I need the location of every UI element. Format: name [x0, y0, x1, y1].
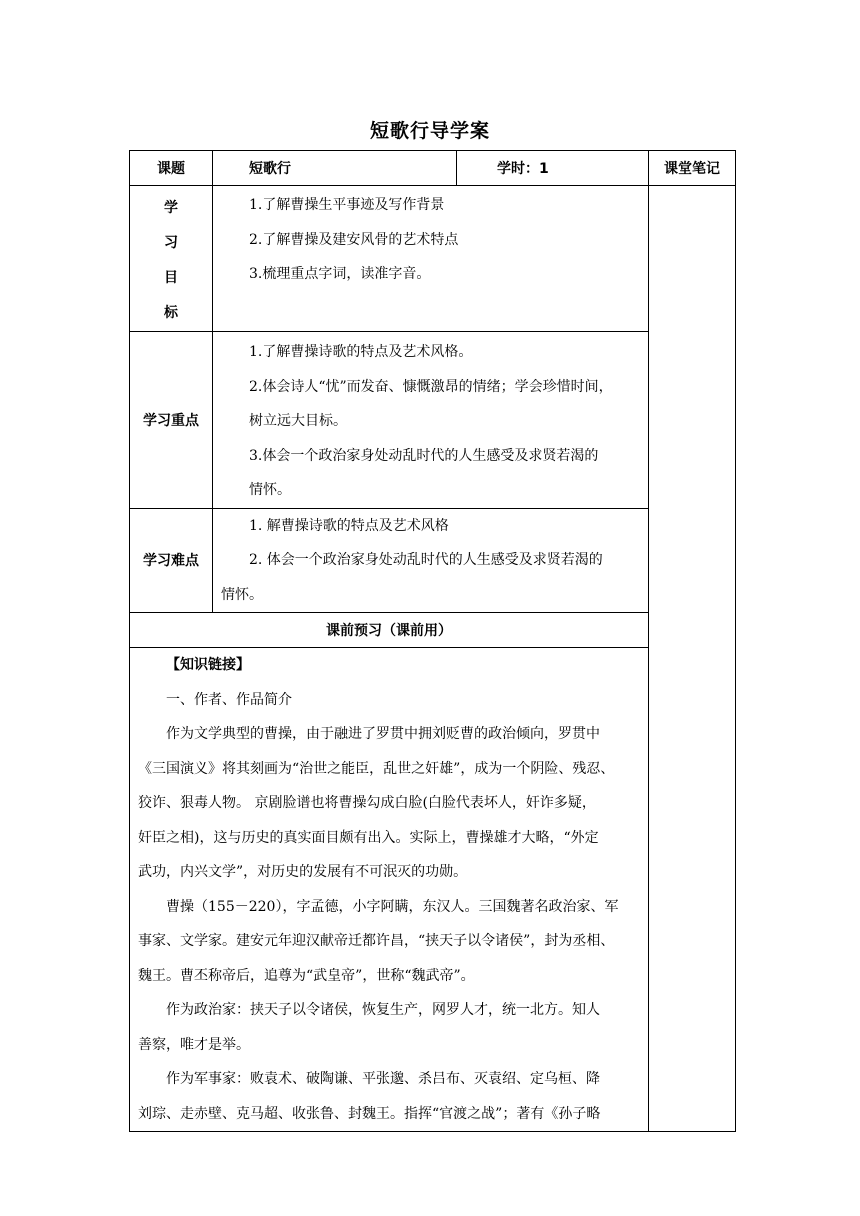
topic-value: 短歌行 — [213, 151, 457, 186]
difficulty-line: 1. 解曹操诗歌的特点及艺术风格 — [249, 517, 449, 534]
key-points-row — [130, 332, 736, 509]
goals-row — [130, 186, 736, 332]
notes-label: 课堂笔记 — [649, 151, 736, 186]
preview-content — [130, 648, 649, 1132]
section-title: 一、作者、作品简介 — [166, 691, 292, 708]
paragraph-line: 武功，内兴文学”，对历史的发展有不可泯灭的功勋。 — [138, 864, 468, 880]
preview-heading-row — [130, 613, 736, 648]
paragraph-line: 作为政治家：挟天子以令诸侯，恢复生产，网罗人才，统一北方。知人 — [166, 1002, 600, 1018]
paragraph-line: 善察，唯才是举。 — [138, 1036, 250, 1053]
paragraph-line: 曹操（155－220），字孟德，小字阿瞒，东汉人。三国魏著名政治家、军 — [166, 898, 619, 915]
knowledge-link-heading: 【知识链接】 — [166, 657, 250, 673]
key-point-line: 2.体会诗人“忧”而发奋、慷慨激昂的情绪；学会珍惜时间， — [249, 378, 613, 395]
paragraph-line: 奸臣之相)，这与历史的真实面目颇有出入。实际上，曹操雄才大略，“外定 — [138, 829, 599, 846]
notes-column — [649, 186, 736, 1132]
key-point-line: 3.体会一个政治家身处动乱时代的人生感受及求贤若渴的 — [249, 447, 599, 464]
paragraph-line: 《三国演义》将其刻画为“治世之能臣，乱世之奸雄”，成为一个阴险、残忍、 — [138, 760, 615, 777]
goals-label: 学 习 目 标 — [130, 186, 213, 332]
paragraph-line: 作为文学典型的曹操，由于融进了罗贯中拥刘贬曹的政治倾向，罗贯中 — [166, 726, 600, 742]
paragraph-line: 作为军事家：败袁术、破陶谦、平张邈、杀吕布、灭袁绍、定乌桓、降 — [166, 1071, 600, 1087]
paragraph-line: 魏王。曹丕称帝后，追尊为“武皇帝”，世称“魏武帝”。 — [138, 967, 475, 984]
page-title: 短歌行导学案 — [369, 120, 490, 142]
key-points-content — [213, 332, 649, 509]
difficulties-row — [130, 508, 736, 613]
key-point-line: 1.了解曹操诗歌的特点及艺术风格。 — [249, 344, 473, 360]
paragraph-line: 事家、文学家。建安元年迎汉献帝迁都许昌，“挟天子以令诸侯”，封为丞相、 — [138, 933, 615, 949]
difficulty-line: 情怀。 — [221, 586, 263, 603]
topic-label: 课题 — [130, 151, 213, 186]
goal-item: 1.了解曹操生平事迹及写作背景 — [249, 197, 445, 213]
study-guide-table — [129, 150, 736, 1132]
goals-content — [213, 186, 649, 332]
goal-item: 3.梳理重点字词，读准字音。 — [249, 266, 431, 282]
goal-item: 2.了解曹操及建安风骨的艺术特点 — [249, 231, 459, 248]
difficulty-line: 2. 体会一个政治家身处动乱时代的人生感受及求贤若渴的 — [249, 552, 603, 568]
header-row — [130, 151, 736, 186]
preview-heading: 课前预习（课前用） — [130, 613, 649, 648]
difficulties-label: 学习难点 — [130, 508, 213, 613]
paragraph-line: 刘琮、走赤壁、克马超、收张鲁、封魏王。指挥“官渡之战”；著有《孙子略 — [138, 1105, 601, 1122]
paragraph-line: 狡诈、狠毒人物。 京剧脸谱也将曹操勾成白脸(白脸代表坏人，奸诈多疑， — [138, 795, 596, 811]
preview-content-row — [130, 648, 736, 1132]
key-points-label: 学习重点 — [130, 332, 213, 509]
difficulties-content — [213, 508, 649, 613]
class-hours: 学时：1 — [457, 151, 649, 186]
key-point-line: 情怀。 — [249, 482, 291, 498]
key-point-line: 树立远大目标。 — [249, 413, 347, 429]
